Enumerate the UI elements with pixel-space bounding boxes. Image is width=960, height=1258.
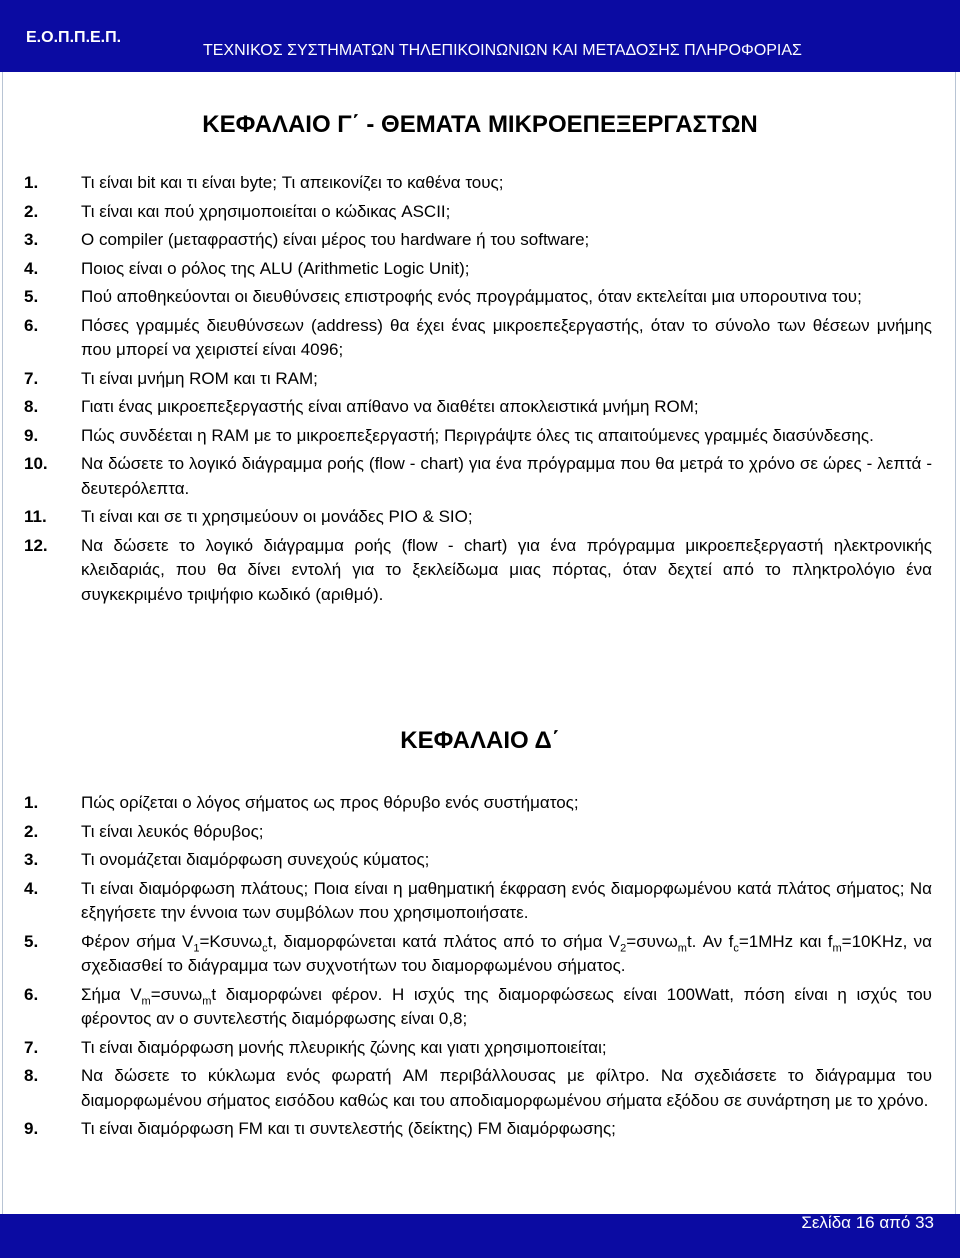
question-number: 7.	[24, 368, 39, 388]
question-item	[24, 257, 932, 282]
question-number: 3.	[24, 230, 39, 249]
question-text: Τι είναι και πού χρησιμοποιείται ο κώδικας ASCII;	[81, 201, 451, 221]
question-number: 11.	[24, 507, 47, 526]
question-item	[24, 452, 932, 501]
question-item	[24, 791, 932, 816]
question-number: 4.	[24, 258, 39, 278]
question-text: Πώς ορίζεται ο λόγος σήματος ως προς θόρυβο ενός συστήματος;	[81, 793, 579, 812]
question-number: 9.	[24, 425, 39, 445]
question-number: 1.	[24, 793, 39, 812]
question-text: Ποιος είναι ο ρόλος της ALU (Arithmetic Logic Unit);	[81, 258, 470, 278]
question-text: Τι είναι και σε τι χρησιμεύουν οι μονάδες PIO & SIO;	[81, 507, 473, 526]
chapter-d-question-list	[24, 791, 932, 1142]
question-number: 6.	[24, 984, 39, 1004]
question-number: 8.	[24, 397, 39, 416]
question-number: 5.	[24, 931, 39, 951]
question-text: Να δώσετε το λογικό διάγραμμα ροής (flow - chart) για ένα πρόγραμμα που θα μετρά το χρόνο σε ώρες - λεπτά - δευτερόλεπτα.	[81, 454, 932, 498]
header-organization: Ε.Ο.Π.Π.Ε.Π.	[26, 29, 122, 46]
question-number: 1.	[24, 173, 39, 192]
question-item	[24, 314, 932, 363]
question-text: Σήμα $V_m=\sigma\upsilon\nu\omega_mt$ διαμορφώνει φέρον. Η ισχύς της διαμορφώσεως είναι 100Watt, πόση είναι η ισχύς του φέροντος αν ο συντελεστής διαμόρφωσης είναι 0,8;	[81, 984, 932, 1028]
question-item	[24, 983, 932, 1032]
chapter-d-title: ΚΕΦΑΛΑΙΟ Δ΄	[400, 727, 560, 754]
question-text: Τι είναι διαμόρφωση FM και τι συντελεστής (δείκτης) FM διαμόρφωσης;	[81, 1119, 616, 1138]
question-text: Ο compiler (μεταφραστής) είναι μέρος του hardware ή του software;	[81, 230, 590, 249]
question-number: 2.	[24, 821, 39, 841]
question-number: 5.	[24, 287, 39, 306]
question-item	[24, 367, 932, 392]
question-number: 9.	[24, 1119, 39, 1138]
question-number: 10.	[24, 454, 48, 473]
question-item	[24, 171, 932, 196]
question-text: Φέρον σήμα $V_1=K\sigma\upsilon\nu\omega_ct$, διαμορφώνεται κατά πλάτος από το σήμα $V_2=\sigma\upsilon\nu\omega_mt$. Αν $f_c=1MHz$ και $f_m=10KHz$, να σχεδιασθεί το διάγραμμα των συχνοτήτων του διαμορφωμένου σήματος.	[81, 931, 933, 975]
question-text: Τι ονομάζεται διαμόρφωση συνεχούς κύματος;	[81, 850, 430, 869]
question-item	[24, 848, 932, 873]
question-number: 3.	[24, 850, 39, 869]
question-number: 2.	[24, 201, 39, 221]
question-text: Τι είναι διαμόρφωση πλάτους; Ποια είναι η μαθηματική έκφραση ενός διαμορφωμένου κατά πλάτος σήματος; Να εξηγήσετε την έννοια των συμβόλων που χρησιμοποιήσατε.	[81, 878, 932, 922]
question-text: Πού αποθηκεύονται οι διευθύνσεις επιστροφής ενός προγράμματος, όταν εκτελείται μια υπορουτινα του;	[81, 287, 862, 306]
question-item	[24, 534, 932, 608]
question-text: Τι είναι bit και τι είναι byte; Τι απεικονίζει το καθένα τους;	[81, 173, 504, 192]
question-number: 7.	[24, 1037, 39, 1057]
question-item	[24, 200, 932, 225]
page-number: Σελίδα 16 από 33	[801, 1213, 934, 1232]
question-item	[24, 285, 932, 310]
question-text: Πόσες γραμμές διευθύνσεων (address) θα έχει ένας μικροεπεξεργαστής, όταν το σύνολο των θέσεων μνήμης που μπορεί να χειριστεί είναι 4096;	[81, 315, 932, 359]
question-item	[24, 395, 932, 420]
header-bar	[0, 0, 960, 72]
question-number: 6.	[24, 315, 39, 335]
question-item	[24, 505, 932, 530]
question-item	[24, 228, 932, 253]
question-item	[24, 820, 932, 845]
question-text: Πώς συνδέεται η RAM με το μικροεπεξεργαστή; Περιγράψτε όλες τις απαιτούμενες γραμμές διασύνδεσης.	[81, 425, 874, 445]
question-text: Τι είναι διαμόρφωση μονής πλευρικής ζώνης και γιατι χρησιμοποιείται;	[81, 1037, 607, 1057]
question-item	[24, 877, 932, 926]
question-item	[24, 1064, 932, 1113]
question-text: Να δώσετε το λογικό διάγραμμα ροής (flow - chart) για ένα πρόγραμμα μικροεπεξεργαστή ηλεκτρονικής κλειδαριάς, που θα δίνει εντολή για το ξεκλείδωμα μιας πόρτας, όταν δεχτεί από το πληκτρολόγιο ένα συγκεκριμένο τριψήφιο κωδικό (αριθμό).	[81, 535, 932, 604]
question-text: Να δώσετε το κύκλωμα ενός φωρατή AM περιβάλλουσας με φίλτρο. Να σχεδιάσετε το διάγραμμα του διαμορφωμένου σήματος εισόδου καθώς και του αποδιαμορφωμένου σήματα εξόδου σε συνάρτηση με το χρόνο.	[81, 1066, 932, 1110]
question-text: Γιατι ένας μικροεπεξεργαστής είναι απίθανο να διαθέτει αποκλειστικά μνήμη ROM;	[81, 397, 699, 416]
question-item	[24, 424, 932, 449]
question-text: Τι είναι μνήμη ROM και τι RAM;	[81, 368, 318, 388]
chapter-c-question-list	[24, 171, 932, 607]
header-course-title: ΤΕΧΝΙΚΟΣ ΣΥΣΤΗΜΑΤΩΝ ΤΗΛΕΠΙΚΟΙΝΩΝΙΩΝ ΚΑΙ ΜΕΤΑΔΟΣΗΣ ΠΛΗΡΟΦΟΡΙΑΣ	[203, 42, 802, 59]
chapter-c-title: ΚΕΦΑΛΑΙΟ Γ΄ - ΘΕΜΑΤΑ ΜΙΚΡΟΕΠΕΞΕΡΓΑΣΤΩΝ	[202, 111, 758, 138]
question-number: 8.	[24, 1066, 39, 1085]
question-text: Τι είναι λευκός θόρυβος;	[81, 821, 264, 841]
question-number: 12.	[24, 535, 48, 555]
question-item	[24, 1117, 932, 1142]
question-item	[24, 1036, 932, 1061]
question-number: 4.	[24, 878, 39, 898]
question-item	[24, 930, 932, 979]
